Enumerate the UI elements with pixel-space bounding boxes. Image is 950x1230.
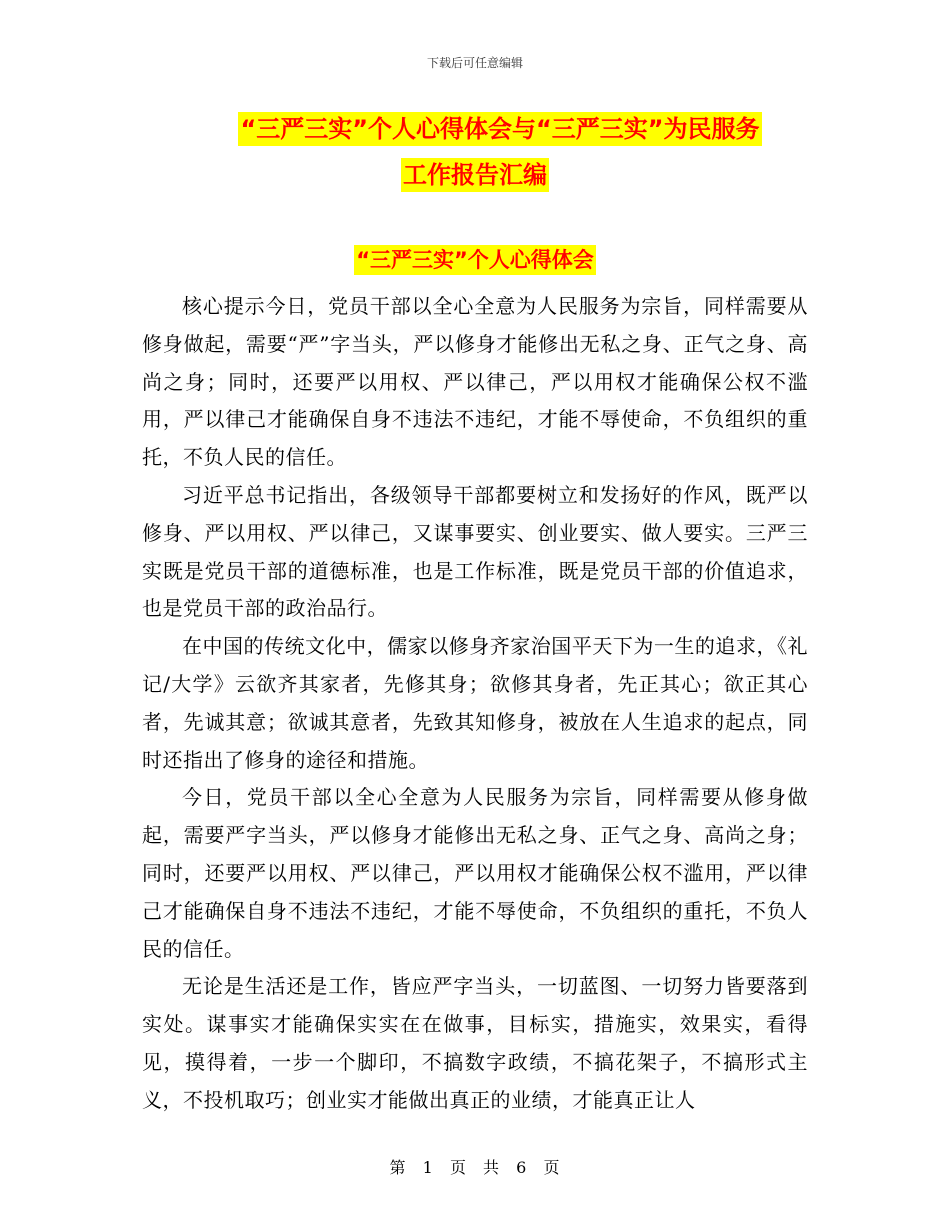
header-note: 下载后可任意编辑 — [426, 56, 523, 70]
title-line-2-text: 工作报告汇编 — [401, 158, 549, 192]
paragraph: 在中国的传统文化中，儒家以修身齐家治国平天下为一生的追求，《礼记/大学》云欲齐其家者，先修其身；欲修其身者，先正其心；欲正其心者，先诚其意；欲诚其意者，先致其知修身，被放在人生追求的起点，同时还指出了修身的途径和措施。 — [142, 634, 808, 772]
paragraph: 核心提示今日，党员干部以全心全意为人民服务为宗旨，同样需要从修身做起，需要“严”字当头，严以修身才能修出无私之身、正气之身、高尚之身；同时，还要严以用权、严以律己，严以用权才能确保公权不滥用，严以律己才能确保自身不违法不违纪，才能不辱使命，不负组织的重托，不负人民的信任。 — [142, 294, 808, 470]
footer-label-mid: 页 — [449, 1158, 467, 1177]
footer-label-prefix: 第 — [389, 1158, 407, 1177]
footer-label-suffix: 页 — [543, 1158, 561, 1177]
title-line-1-text: “三严三实”个人心得体会与“三严三实”为民服务 — [238, 112, 761, 146]
page-footer — [0, 1155, 950, 1178]
paragraph: 无论是生活还是工作，皆应严字当头，一切蓝图、一切努力皆要落到实处。谋事实才能确保实实在在做事，目标实，措施实，效果实，看得见，摸得着，一步一个脚印，不搞数字政绩，不搞花架子，不搞形式主义，不投机取巧；创业实才能做出真正的业绩，才能真正让人 — [142, 974, 808, 1112]
footer-label-total: 共 — [483, 1158, 501, 1177]
paragraph: 习近平总书记指出，各级领导干部都要树立和发扬好的作风，既严以修身、严以用权、严以律己，又谋事要实、创业要实、做人要实。三严三实既是党员干部的道德标准，也是工作标准，既是党员干部的价值追求，也是党员干部的政治品行。 — [142, 482, 808, 621]
document-title-line-2 — [0, 160, 950, 190]
section-title — [0, 245, 950, 275]
body-text — [142, 288, 808, 1120]
paragraph: 今日，党员干部以全心全意为人民服务为宗旨，同样需要从修身做起，需要严字当头，严以修身才能修出无私之身、正气之身、高尚之身；同时，还要严以用权、严以律己，严以用权才能确保公权不滥用，严以律己才能确保自身不违法不违纪，才能不辱使命，不负组织的重托，不负人民的信任。 — [142, 785, 808, 961]
document-title-line-1 — [0, 114, 950, 144]
footer-page-total: 6 — [516, 1158, 528, 1177]
section-title-text: “三严三实”个人心得体会 — [354, 245, 596, 275]
footer-page-current: 1 — [422, 1158, 434, 1177]
